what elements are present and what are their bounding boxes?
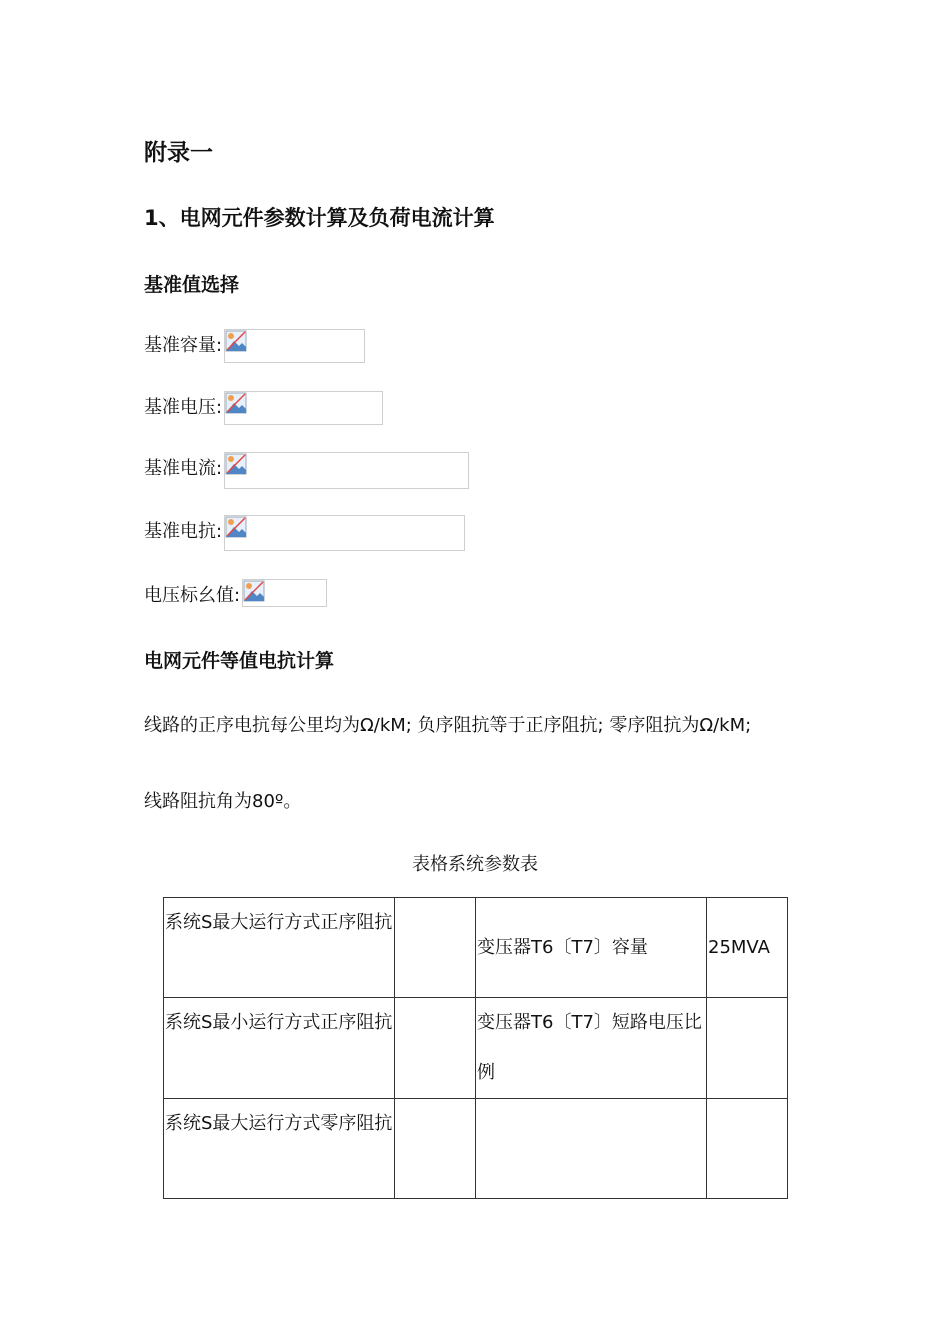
broken-image-icon: [225, 516, 247, 538]
broken-image-icon: [225, 330, 247, 352]
base-current-label: 基准电流:: [144, 458, 223, 479]
voltage-pu-image: [242, 579, 327, 607]
table-row: [164, 998, 788, 1099]
table-cell: 变压器T6〔T7〕容量: [476, 898, 707, 998]
table-cell: [476, 1099, 707, 1199]
base-current-image: [224, 452, 469, 489]
reactance-heading: 电网元件等值电抗计算: [144, 650, 335, 672]
broken-image-icon: [225, 453, 247, 475]
table-cell: [395, 898, 476, 998]
base-voltage-label: 基准电压:: [144, 397, 223, 418]
reactance-text-line-2: 线路阻抗角为80º。: [144, 791, 302, 812]
table-cell: [707, 1099, 788, 1199]
table-cell: [395, 1099, 476, 1199]
base-reactance-label: 基准电抗:: [144, 521, 223, 542]
table-cell: 系统S最大运行方式零序阻抗: [164, 1099, 395, 1199]
appendix-title: 附录一: [144, 140, 213, 166]
base-voltage-image: [224, 391, 383, 425]
system-parameter-table: [163, 897, 788, 1199]
base-voltage-row: [144, 391, 383, 425]
table-cell: 变压器T6〔T7〕短路电压比例: [476, 998, 707, 1099]
voltage-pu-label: 电压标幺值:: [144, 585, 241, 606]
table-cell: [395, 998, 476, 1099]
reactance-text-line-1: 线路的正序电抗每公里均为Ω/kM; 负序阻抗等于正序阻抗; 零序阻抗为Ω/kM;: [144, 715, 752, 736]
table-row: [164, 1099, 788, 1199]
base-reactance-image: [224, 515, 465, 551]
broken-image-icon: [225, 392, 247, 414]
base-capacity-label: 基准容量:: [144, 335, 223, 356]
table-cell: [707, 998, 788, 1099]
base-capacity-row: [144, 329, 365, 363]
table-cell: 25MVA: [707, 898, 788, 998]
table-caption: 表格系统参数表: [412, 854, 538, 875]
base-capacity-image: [224, 329, 365, 363]
broken-image-icon: [243, 580, 265, 602]
table-row: [164, 898, 788, 998]
table-cell: 系统S最大运行方式正序阻抗: [164, 898, 395, 998]
base-current-row: [144, 452, 469, 489]
base-reactance-row: [144, 515, 465, 551]
table-cell: 系统S最小运行方式正序阻抗: [164, 998, 395, 1099]
voltage-pu-row: [144, 579, 327, 607]
base-values-heading: 基准值选择: [144, 274, 240, 296]
section-title: 1、电网元件参数计算及负荷电流计算: [144, 206, 495, 230]
